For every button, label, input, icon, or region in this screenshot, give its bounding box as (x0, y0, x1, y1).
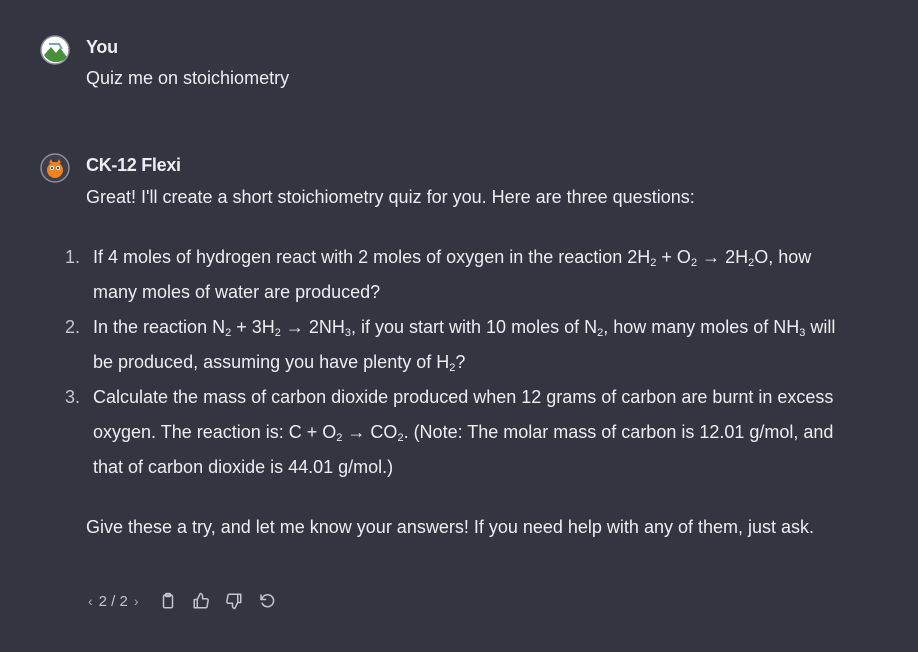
question-number: 1. (65, 247, 81, 267)
quiz-question-3: 3. Calculate the mass of carbon dioxide produced when 12 grams of carbon are burnt in excess oxygen. The reaction is: $C + O_2 \to CO_2$. (Note: The molar mass of carbon is 12.01 g/mol, and that of carbon dioxide is 44.01 g/mol.) (65, 380, 855, 485)
assistant-author-name: CK-12 Flexi (86, 155, 181, 175)
message-toolbar (86, 589, 291, 613)
flexi-avatar (40, 153, 70, 183)
response-pager (86, 593, 141, 610)
user-avatar (40, 35, 70, 65)
thumbs-down-icon[interactable] (225, 592, 243, 610)
question-number: 3. (65, 387, 81, 407)
assistant-outro-text: Give these a try, and let me know your answers! If you need help with any of them, just ask. (86, 517, 815, 537)
user-author-name: You (86, 37, 118, 57)
quiz-question-1: 1. If 4 moles of hydrogen react with 2 moles of oxygen in the reaction $2H_2 + O_2 \to 2H_2O$, how many moles of water are produced? (65, 240, 855, 310)
user-message-text: Quiz me on stoichiometry (86, 68, 290, 88)
pager-text: 2 / 2 (98, 592, 128, 610)
quiz-question-list (65, 240, 855, 485)
question-number: 2. (65, 317, 81, 337)
quiz-question-2: 2. In the reaction $N_2 + 3H_2 \to 2NH_3$, if you start with 10 moles of $N_2$, how many moles of $NH_3$ will be produced, assuming you have plenty of $H_2$? (65, 310, 855, 380)
next-response-button[interactable]: › (133, 593, 139, 609)
regenerate-icon[interactable] (258, 592, 276, 610)
clipboard-icon[interactable] (159, 592, 177, 610)
thumbs-up-icon[interactable] (192, 592, 210, 610)
previous-response-button[interactable]: ‹ (88, 593, 93, 609)
assistant-intro-text: Great! I'll create a short stoichiometry quiz for you. Here are three questions: (86, 187, 695, 207)
